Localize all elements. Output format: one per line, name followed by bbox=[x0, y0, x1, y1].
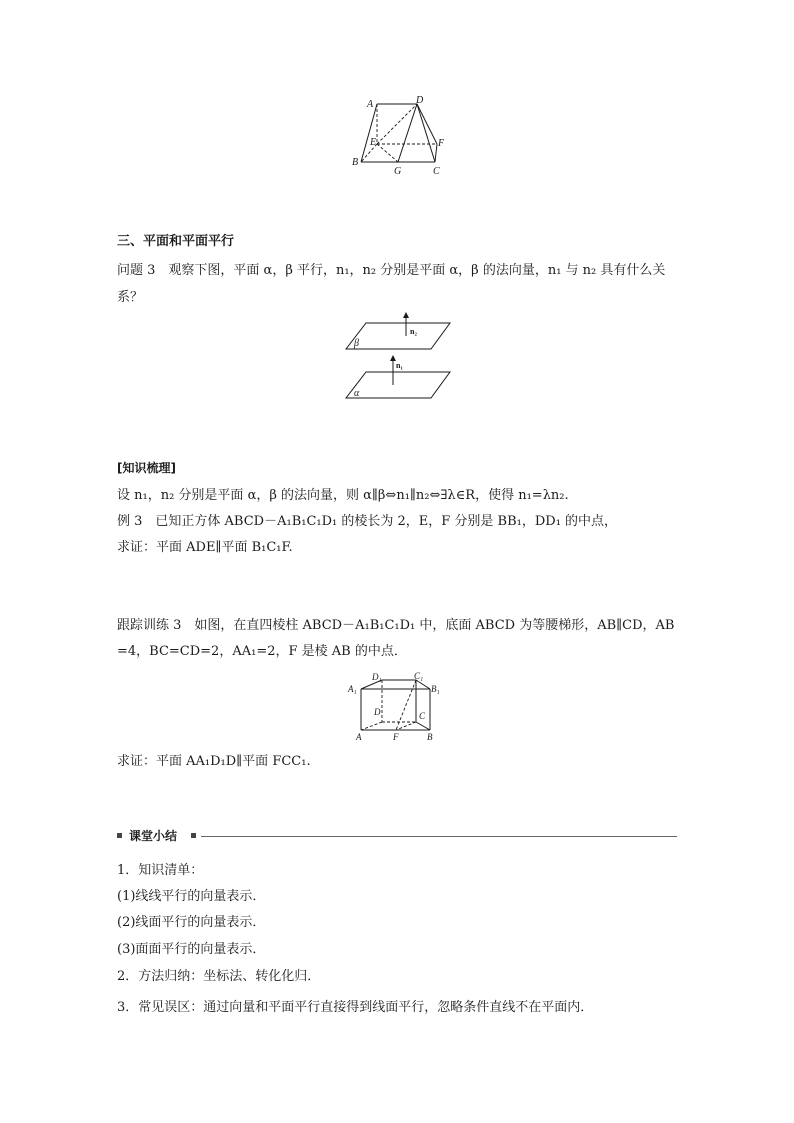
summary-item: (3)面面平行的向量表示． bbox=[117, 942, 266, 957]
summary-item: 2．方法归纳：坐标法、转化化归． bbox=[117, 969, 321, 984]
bullet-square-icon bbox=[191, 833, 196, 838]
figure-prism bbox=[344, 670, 444, 744]
figure-solid-abcdefg bbox=[345, 94, 455, 176]
summary-header bbox=[117, 828, 677, 844]
problem-3-line-1: 问题 3 观察下图，平面 α，β 平行，n₁，n₂ 分别是平面 α，β 的法向量，n₁ 与 n₂ 具有什么关 bbox=[117, 263, 666, 278]
label-a: A bbox=[356, 732, 362, 742]
label-d: D bbox=[374, 707, 381, 717]
label-b1: B₁ bbox=[431, 684, 440, 694]
problem-3-line-2: 系？ bbox=[117, 290, 144, 305]
exercise-3-prove: 求证：平面 AA₁D₁D∥平面 FCC₁. bbox=[117, 754, 311, 769]
label-c: C bbox=[433, 166, 440, 176]
label-d1: D₁ bbox=[372, 672, 382, 682]
label-f: F bbox=[438, 138, 445, 149]
knowledge-title: [知识梳理] bbox=[117, 461, 176, 475]
example-3-line-1: 例 3 已知正方体 ABCD－A₁B₁C₁D₁ 的棱长为 2，E，F 分别是 BB₁，DD₁ 的中点， bbox=[117, 514, 618, 529]
label-n2: n₂ bbox=[410, 327, 417, 336]
label-c1: C₁ bbox=[414, 671, 424, 681]
summary-item: 1．知识清单： bbox=[117, 863, 204, 878]
label-e: E bbox=[370, 137, 377, 148]
figure-parallel-planes bbox=[340, 310, 455, 404]
summary-divider bbox=[201, 836, 677, 837]
summary-item: (2)线面平行的向量表示． bbox=[117, 915, 266, 930]
bullet-square-icon bbox=[117, 833, 122, 838]
label-a: A bbox=[367, 99, 374, 110]
example-3-line-2: 求证：平面 ADE∥平面 B₁C₁F. bbox=[117, 540, 293, 555]
summary-item: (1)线线平行的向量表示． bbox=[117, 889, 266, 904]
label-c: C bbox=[419, 711, 426, 721]
section-3-title: 三、平面和平面平行 bbox=[117, 234, 235, 249]
exercise-3-line-1: 跟踪训练 3 如图，在直四棱柱 ABCD－A₁B₁C₁D₁ 中，底面 ABCD 为等腰梯形，AB∥CD，AB bbox=[117, 618, 675, 633]
summary-item: 3．常见误区：通过向量和平面平行直接得到线面平行，忽略条件直线不在平面内． bbox=[117, 1000, 594, 1015]
label-b: B bbox=[352, 157, 359, 168]
label-a1: A₁ bbox=[348, 684, 357, 694]
exercise-3-line-2: =4，BC=CD=2，AA₁=2，F 是棱 AB 的中点． bbox=[117, 644, 407, 659]
label-f: F bbox=[393, 732, 399, 742]
label-alpha: α bbox=[354, 388, 360, 399]
label-g: G bbox=[394, 166, 402, 176]
summary-title: 课堂小结 bbox=[129, 829, 178, 843]
label-b: B bbox=[427, 732, 433, 742]
label-n1: n₁ bbox=[396, 361, 403, 370]
label-d: D bbox=[416, 95, 424, 106]
label-beta: β bbox=[354, 338, 359, 349]
knowledge-text: 设 n₁，n₂ 分别是平面 α，β 的法向量，则 α∥β⇔n₁∥n₂⇔∃λ∈R，使得 n₁=λn₂. bbox=[117, 488, 569, 503]
